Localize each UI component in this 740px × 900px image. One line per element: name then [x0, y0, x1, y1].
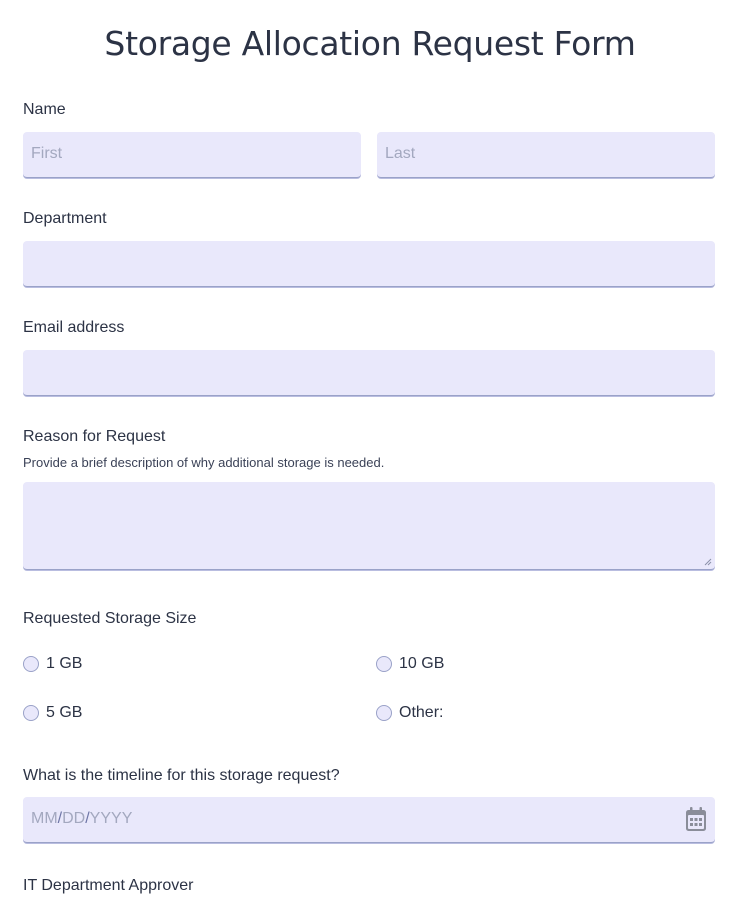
last-name-input[interactable]: [377, 132, 715, 178]
last-name-placeholder: Last: [385, 145, 416, 162]
radio-option-1gb[interactable]: [23, 655, 82, 673]
radio-label: 1 GB: [46, 655, 83, 672]
date-day: DD: [62, 810, 86, 827]
reason-sublabel: Provide a brief description of why additional storage is needed.: [23, 455, 385, 470]
calendar-icon[interactable]: [685, 806, 707, 832]
timeline-label: What is the timeline for this storage request?: [23, 767, 340, 784]
radio-circle[interactable]: [23, 656, 39, 672]
radio-option-other[interactable]: [376, 704, 443, 722]
radio-label: Other:: [399, 704, 444, 721]
date-separator: /: [57, 810, 63, 827]
reason-textarea[interactable]: [23, 482, 715, 570]
first-name-input[interactable]: [23, 132, 361, 178]
name-label: Name: [23, 101, 66, 118]
date-placeholder: [31, 810, 132, 828]
reason-label: Reason for Request: [23, 428, 166, 445]
date-month: MM: [31, 810, 58, 827]
approver-label: IT Department Approver: [23, 877, 194, 894]
radio-circle[interactable]: [23, 705, 39, 721]
radio-circle[interactable]: [376, 705, 392, 721]
timeline-date-input[interactable]: [23, 797, 715, 843]
date-separator: /: [85, 810, 90, 827]
radio-option-5gb[interactable]: [23, 704, 82, 722]
date-year: YYYY: [89, 810, 133, 827]
department-label: Department: [23, 210, 107, 227]
storage-label: Requested Storage Size: [23, 610, 197, 627]
email-label: Email address: [23, 319, 125, 336]
radio-circle[interactable]: [376, 656, 392, 672]
radio-option-10gb[interactable]: [376, 655, 444, 673]
resize-grip-icon[interactable]: [704, 558, 712, 566]
email-input[interactable]: [23, 350, 715, 396]
radio-label: 5 GB: [46, 704, 83, 721]
department-input[interactable]: [23, 241, 715, 287]
radio-label: 10 GB: [399, 655, 445, 672]
form-title: Storage Allocation Request Form: [104, 24, 636, 63]
first-name-placeholder: First: [31, 145, 63, 162]
